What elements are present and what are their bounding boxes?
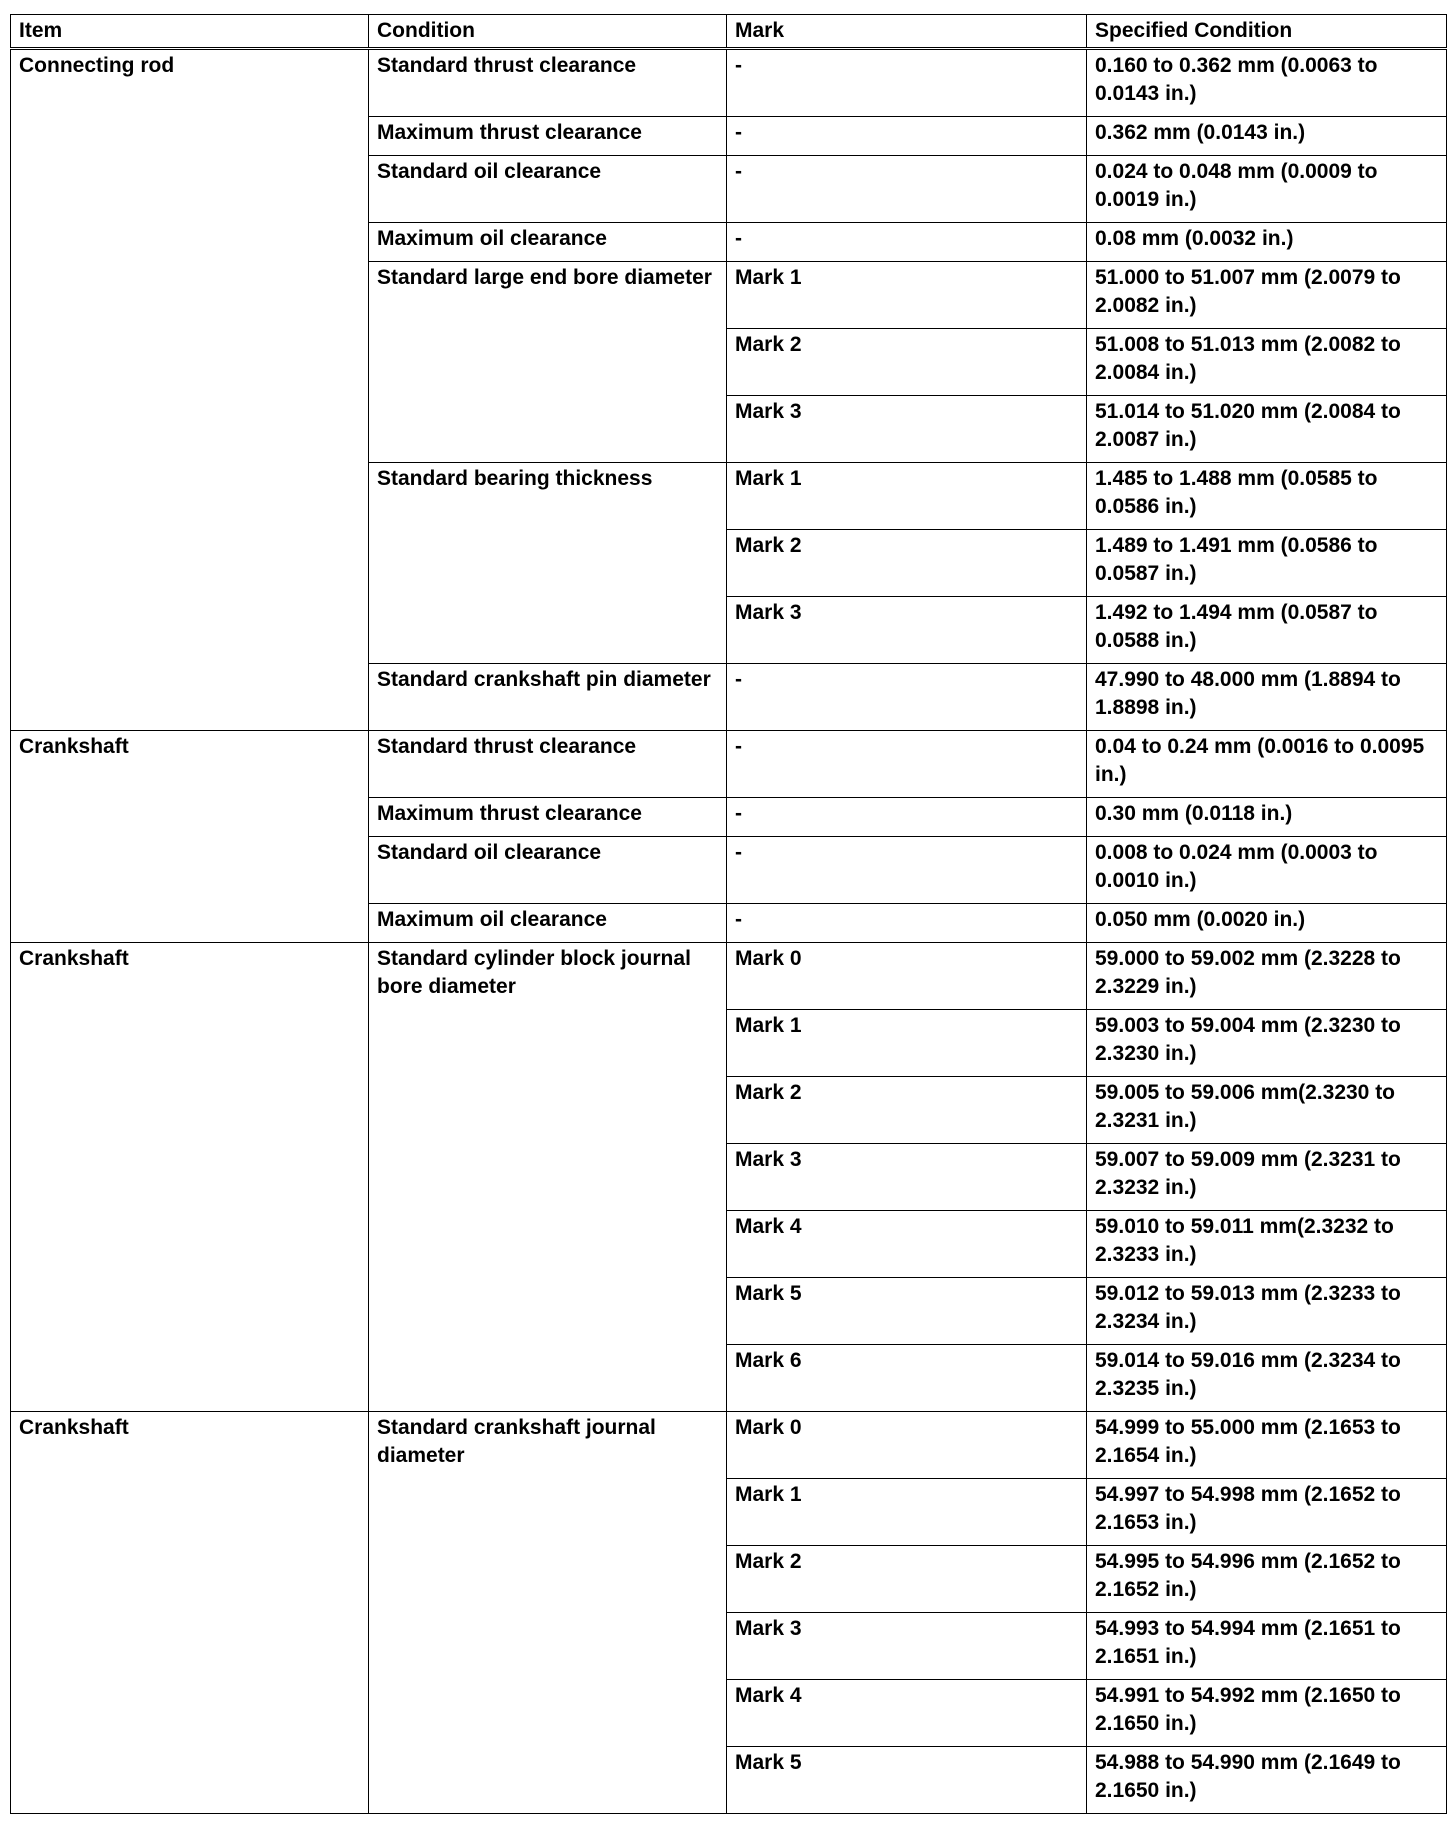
- specified-condition-cell: 1.485 to 1.488 mm (0.0585 to 0.0586 in.): [1087, 463, 1447, 530]
- specified-condition-cell: 59.003 to 59.004 mm (2.3230 to 2.3230 in.): [1087, 1010, 1447, 1077]
- mark-cell: Mark 2: [727, 1077, 1087, 1144]
- specified-condition-cell: 0.050 mm (0.0020 in.): [1087, 904, 1447, 943]
- mark-cell: Mark 4: [727, 1680, 1087, 1747]
- condition-cell: Maximum thrust clearance: [369, 117, 727, 156]
- specified-condition-cell: 0.04 to 0.24 mm (0.0016 to 0.0095 in.): [1087, 731, 1447, 798]
- mark-cell: Mark 4: [727, 1211, 1087, 1278]
- specified-condition-cell: 0.30 mm (0.0118 in.): [1087, 798, 1447, 837]
- specified-condition-cell: 47.990 to 48.000 mm (1.8894 to 1.8898 in.): [1087, 664, 1447, 731]
- condition-cell: Standard large end bore diameter: [369, 262, 727, 463]
- column-header-mark: Mark: [727, 15, 1087, 49]
- mark-cell: -: [727, 223, 1087, 262]
- table-header: [11, 15, 1447, 49]
- header-row: [11, 15, 1447, 49]
- mark-cell: -: [727, 49, 1087, 117]
- specified-condition-cell: 59.007 to 59.009 mm (2.3231 to 2.3232 in.): [1087, 1144, 1447, 1211]
- mark-cell: -: [727, 117, 1087, 156]
- mark-cell: Mark 6: [727, 1345, 1087, 1412]
- condition-cell: Maximum thrust clearance: [369, 798, 727, 837]
- mark-cell: Mark 3: [727, 1613, 1087, 1680]
- specified-condition-cell: 59.014 to 59.016 mm (2.3234 to 2.3235 in.): [1087, 1345, 1447, 1412]
- mark-cell: Mark 2: [727, 329, 1087, 396]
- mark-cell: Mark 0: [727, 943, 1087, 1010]
- column-header-item: Item: [11, 15, 369, 49]
- specified-condition-cell: 0.362 mm (0.0143 in.): [1087, 117, 1447, 156]
- condition-cell: Standard crankshaft pin diameter: [369, 664, 727, 731]
- table-row: [11, 49, 1447, 117]
- condition-cell: Standard oil clearance: [369, 837, 727, 904]
- specified-condition-cell: 0.160 to 0.362 mm (0.0063 to 0.0143 in.): [1087, 49, 1447, 117]
- specified-condition-cell: 54.993 to 54.994 mm (2.1651 to 2.1651 in.): [1087, 1613, 1447, 1680]
- mark-cell: Mark 1: [727, 1479, 1087, 1546]
- specified-condition-cell: 1.492 to 1.494 mm (0.0587 to 0.0588 in.): [1087, 597, 1447, 664]
- table-row: [11, 943, 1447, 1010]
- specified-condition-cell: 1.489 to 1.491 mm (0.0586 to 0.0587 in.): [1087, 530, 1447, 597]
- condition-cell: Standard bearing thickness: [369, 463, 727, 664]
- specified-condition-cell: 54.999 to 55.000 mm (2.1653 to 2.1654 in.): [1087, 1412, 1447, 1479]
- specified-condition-cell: 54.997 to 54.998 mm (2.1652 to 2.1653 in.): [1087, 1479, 1447, 1546]
- specified-condition-cell: 59.012 to 59.013 mm (2.3233 to 2.3234 in.): [1087, 1278, 1447, 1345]
- specified-condition-cell: 54.991 to 54.992 mm (2.1650 to 2.1650 in.): [1087, 1680, 1447, 1747]
- mark-cell: Mark 1: [727, 1010, 1087, 1077]
- item-cell: Crankshaft: [11, 1412, 369, 1814]
- condition-cell: Standard oil clearance: [369, 156, 727, 223]
- condition-cell: Standard cylinder block journal bore diameter: [369, 943, 727, 1412]
- mark-cell: Mark 1: [727, 463, 1087, 530]
- mark-cell: Mark 3: [727, 396, 1087, 463]
- condition-cell: Maximum oil clearance: [369, 223, 727, 262]
- mark-cell: -: [727, 156, 1087, 223]
- specified-condition-cell: 59.010 to 59.011 mm(2.3232 to 2.3233 in.): [1087, 1211, 1447, 1278]
- mark-cell: -: [727, 731, 1087, 798]
- specified-condition-cell: 0.024 to 0.048 mm (0.0009 to 0.0019 in.): [1087, 156, 1447, 223]
- specified-condition-cell: 51.008 to 51.013 mm (2.0082 to 2.0084 in.): [1087, 329, 1447, 396]
- condition-cell: Standard thrust clearance: [369, 49, 727, 117]
- specified-condition-cell: 0.008 to 0.024 mm (0.0003 to 0.0010 in.): [1087, 837, 1447, 904]
- spec-table-container: [10, 14, 1446, 1814]
- column-header-specified-condition: Specified Condition: [1087, 15, 1447, 49]
- condition-cell: Maximum oil clearance: [369, 904, 727, 943]
- mark-cell: -: [727, 798, 1087, 837]
- specified-condition-cell: 59.005 to 59.006 mm(2.3230 to 2.3231 in.): [1087, 1077, 1447, 1144]
- mark-cell: -: [727, 664, 1087, 731]
- mark-cell: -: [727, 904, 1087, 943]
- specification-table: [10, 14, 1447, 1814]
- item-cell: Connecting rod: [11, 49, 369, 731]
- mark-cell: Mark 3: [727, 597, 1087, 664]
- table-row: [11, 1412, 1447, 1479]
- specified-condition-cell: 0.08 mm (0.0032 in.): [1087, 223, 1447, 262]
- table-row: [11, 731, 1447, 798]
- mark-cell: Mark 2: [727, 530, 1087, 597]
- column-header-condition: Condition: [369, 15, 727, 49]
- specified-condition-cell: 54.988 to 54.990 mm (2.1649 to 2.1650 in.): [1087, 1747, 1447, 1814]
- specified-condition-cell: 54.995 to 54.996 mm (2.1652 to 2.1652 in.): [1087, 1546, 1447, 1613]
- mark-cell: Mark 2: [727, 1546, 1087, 1613]
- mark-cell: Mark 5: [727, 1747, 1087, 1814]
- item-cell: Crankshaft: [11, 731, 369, 943]
- mark-cell: Mark 0: [727, 1412, 1087, 1479]
- condition-cell: Standard crankshaft journal diameter: [369, 1412, 727, 1814]
- table-body: [11, 49, 1447, 1814]
- mark-cell: Mark 5: [727, 1278, 1087, 1345]
- item-cell: Crankshaft: [11, 943, 369, 1412]
- mark-cell: Mark 3: [727, 1144, 1087, 1211]
- mark-cell: -: [727, 837, 1087, 904]
- specified-condition-cell: 59.000 to 59.002 mm (2.3228 to 2.3229 in.): [1087, 943, 1447, 1010]
- mark-cell: Mark 1: [727, 262, 1087, 329]
- condition-cell: Standard thrust clearance: [369, 731, 727, 798]
- specified-condition-cell: 51.000 to 51.007 mm (2.0079 to 2.0082 in.): [1087, 262, 1447, 329]
- specified-condition-cell: 51.014 to 51.020 mm (2.0084 to 2.0087 in.): [1087, 396, 1447, 463]
